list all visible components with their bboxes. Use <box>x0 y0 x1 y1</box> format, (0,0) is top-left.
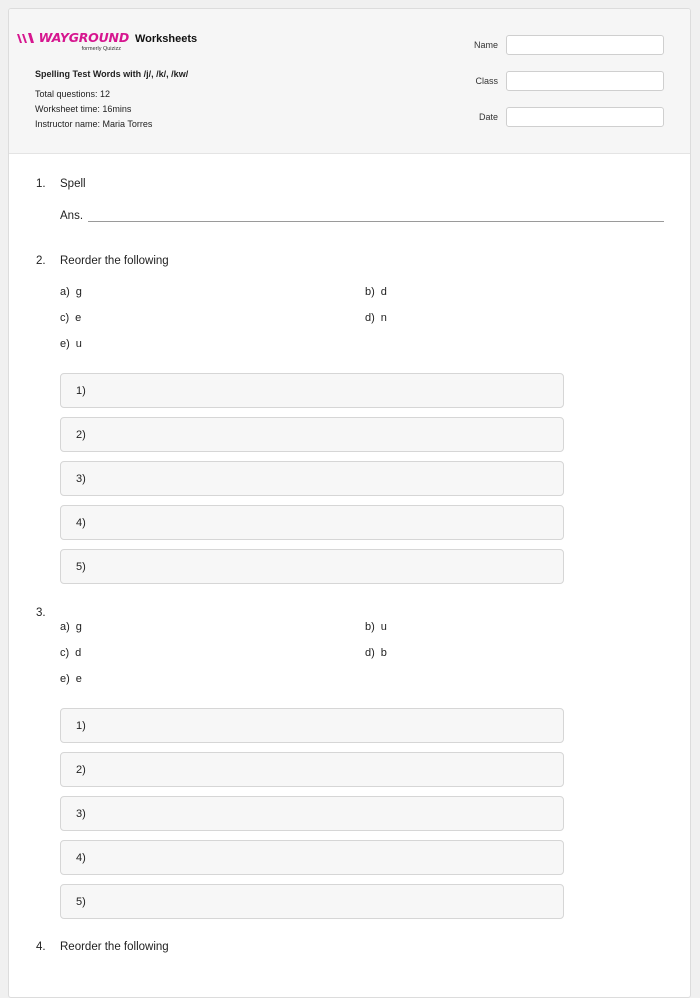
reorder-slot[interactable]: 2) <box>60 752 564 787</box>
question-prompt: Reorder the following <box>60 941 169 953</box>
question-number: 4. <box>36 941 46 953</box>
logo-subtext: formerly Quizizz <box>81 46 121 52</box>
student-fields <box>474 34 664 142</box>
class-field[interactable] <box>506 71 664 91</box>
question-1 <box>36 178 664 190</box>
wayground-mark-icon <box>16 32 36 44</box>
reorder-slot[interactable]: 1) <box>60 708 564 743</box>
question-prompt: Reorder the following <box>60 255 169 267</box>
question-number: 1. <box>36 178 46 190</box>
worksheet-title: Spelling Test Words with /j/, /k/, /kw/ <box>35 69 189 79</box>
question-number: 2. <box>36 255 46 267</box>
option-d: d) b <box>365 647 387 659</box>
options-list <box>60 286 664 350</box>
question-prompt: Spell <box>60 178 86 190</box>
option-c: c) e <box>60 312 82 324</box>
option-c: c) d <box>60 647 82 659</box>
brand <box>35 31 197 53</box>
instructor-name: Instructor name: Maria Torres <box>35 119 153 129</box>
product-name: Worksheets <box>135 33 198 45</box>
reorder-slot[interactable]: 1) <box>60 373 564 408</box>
worksheet-page <box>8 8 691 998</box>
question-number: 3. <box>36 607 46 619</box>
worksheet-content <box>9 178 690 953</box>
worksheet-header <box>9 9 690 154</box>
option-e: e) e <box>60 673 82 685</box>
reorder-slots <box>60 708 564 919</box>
options-list <box>60 621 664 685</box>
reorder-slot[interactable]: 4) <box>60 505 564 540</box>
worksheet-time: Worksheet time: 16mins <box>35 104 132 114</box>
option-b: b) u <box>365 621 387 633</box>
total-questions: Total questions: 12 <box>35 89 111 99</box>
question-2 <box>36 255 664 267</box>
question-3 <box>36 607 664 619</box>
reorder-slot[interactable]: 5) <box>60 884 564 919</box>
answer-label: Ans. <box>60 210 84 222</box>
option-a: a) g <box>60 621 82 633</box>
answer-line[interactable] <box>60 209 664 222</box>
name-label: Name <box>473 40 498 50</box>
wayground-logo <box>35 31 129 53</box>
question-4 <box>36 941 664 953</box>
class-label: Class <box>475 76 498 86</box>
date-field-row <box>474 106 664 128</box>
reorder-slot[interactable]: 2) <box>60 417 564 452</box>
answer-underline[interactable] <box>88 209 664 222</box>
worksheet-meta <box>35 67 188 132</box>
reorder-slot[interactable]: 3) <box>60 796 564 831</box>
option-b: b) d <box>365 286 387 298</box>
name-field-row <box>474 34 664 56</box>
class-field-row <box>474 70 664 92</box>
reorder-slot[interactable]: 3) <box>60 461 564 496</box>
logo-text: WAYGROUND <box>38 30 129 45</box>
name-field[interactable] <box>506 35 664 55</box>
date-label: Date <box>478 112 498 122</box>
reorder-slot[interactable]: 5) <box>60 549 564 584</box>
reorder-slots <box>60 373 564 584</box>
option-a: a) g <box>60 286 82 298</box>
option-e: e) u <box>60 338 82 350</box>
date-field[interactable] <box>506 107 664 127</box>
option-d: d) n <box>365 312 387 324</box>
reorder-slot[interactable]: 4) <box>60 840 564 875</box>
